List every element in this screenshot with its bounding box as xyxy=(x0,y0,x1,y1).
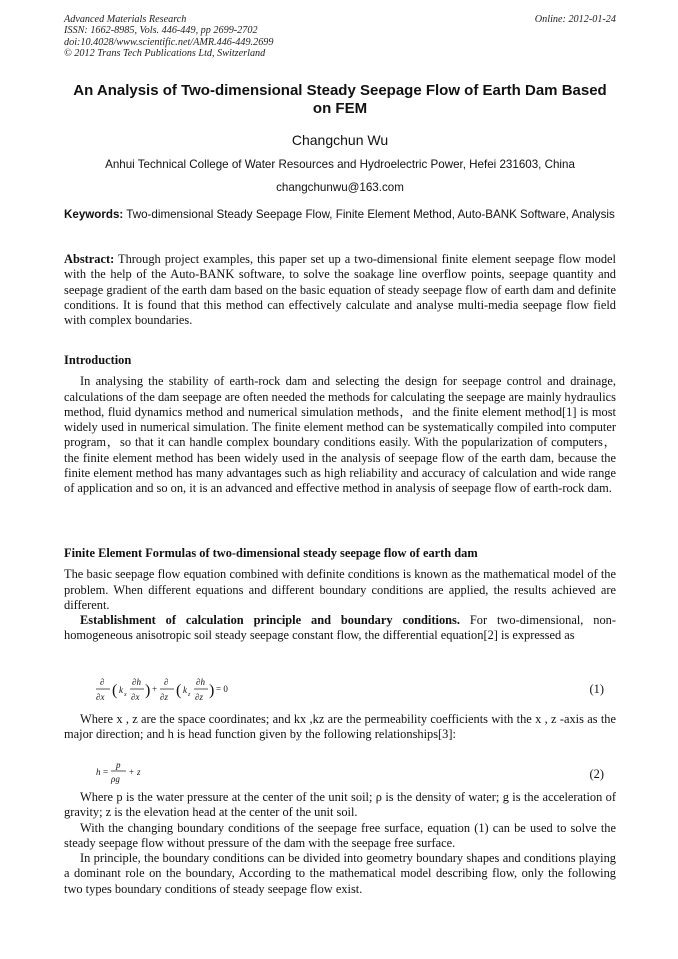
svg-text:k: k xyxy=(119,685,123,695)
equation-2 xyxy=(64,757,616,789)
fem-subheading: Establishment of calculation principle and boundary conditions. xyxy=(80,613,460,628)
online-date: Online: 2012-01-24 xyxy=(534,14,616,25)
fem-paragraph-6: In principle, the boundary conditions can be divided into geometry boundary shapes and conditions playing a dominant role on the boundary, According to the mathematical model describing flow, only the following two types boundary conditions of steady seepage flow exist. xyxy=(64,851,616,896)
affiliation: Anhui Technical College of Water Resources and Hydroelectric Power, Hefei 231603, China xyxy=(105,158,575,171)
keywords-label: Keywords: xyxy=(64,208,124,221)
issn-line: ISSN: 1662-8985, Vols. 446-449, pp 2699-2702 xyxy=(64,25,258,37)
fem-heading: Finite Element Formulas of two-dimensional steady seepage flow of earth dam xyxy=(64,546,478,560)
fem-paragraph-3: Where x , z are the space coordinates; and kx ,kz are the permeability coefficients with the x , z -axis as the major direction; and h is head function given by the following relationships[3]: xyxy=(64,712,616,742)
svg-text:(: ( xyxy=(112,682,118,699)
svg-text:∂z: ∂z xyxy=(195,692,203,702)
svg-text:∂x: ∂x xyxy=(96,692,105,702)
svg-text:): ) xyxy=(145,682,151,699)
introduction-paragraph: In analysing the stability of earth-rock dam and selecting the design for seepage control and drainage, calculations of the dam seepage are often needed the methods for calculating the seepage are mainly hydraulics method, fluid dynamics method and numerical simulation methods，and the finite element method[1] is most widely used in numerical simulation. The finite element method can be systematically compiled into computer program，so that it can handle complex boundary conditions easily. With the popularization of computers，the finite element method has been widely used in the analysis of seepage flow of the earth dam, because the finite element method has many advantages such as high reliability and accuracy of calculation and wide range of application and so on, it is an advanced and effective method in analysis of seepage flow of earth-rock dam. xyxy=(64,374,616,496)
keywords-text: Two-dimensional Steady Seepage Flow, Finite Element Method, Auto-BANK Software, Analysis xyxy=(123,208,615,221)
svg-text:= 0: = 0 xyxy=(216,684,228,694)
svg-text:h: h xyxy=(96,767,101,777)
svg-text:∂x: ∂x xyxy=(131,692,140,702)
svg-text:): ) xyxy=(209,682,215,699)
svg-text:+: + xyxy=(152,684,158,694)
journal-header xyxy=(64,14,616,59)
introduction-heading: Introduction xyxy=(64,353,132,367)
svg-text:k: k xyxy=(183,685,187,695)
svg-text:∂: ∂ xyxy=(164,677,169,687)
journal-name: Advanced Materials Research xyxy=(64,14,187,25)
fem-paragraph-5: With the changing boundary conditions of the seepage free surface, equation (1) can be used to solve the steady seepage flow without pressure of the dam with the seepage free surface. xyxy=(64,820,616,850)
abstract xyxy=(64,252,616,328)
svg-text:ρg: ρg xyxy=(111,774,120,784)
fem-paragraph-2-text: For two-dimensional, non-homogeneous anisotropic soil steady seepage constant flow, the differential equation[2] is expressed as xyxy=(64,613,616,643)
equation-2-number: (2) xyxy=(589,767,604,781)
copyright-line: © 2012 Trans Tech Publications Ltd, Switzerland xyxy=(64,47,266,59)
equation-2-formula xyxy=(94,757,184,789)
introduction-section xyxy=(64,353,616,497)
abstract-label: Abstract: xyxy=(64,252,115,266)
fem-paragraph-3-block xyxy=(64,712,616,743)
svg-text:∂h: ∂h xyxy=(196,677,205,687)
equation-1-formula xyxy=(94,672,254,712)
fem-paragraphs-4-6 xyxy=(64,790,616,897)
doi-line: doi:10.4028/www.scientific.net/AMR.446-449.2699 xyxy=(64,36,274,48)
svg-text:(: ( xyxy=(176,682,182,699)
author-name: Changchun Wu xyxy=(291,132,389,148)
keywords xyxy=(64,207,616,222)
svg-text:z: z xyxy=(137,767,141,777)
svg-text:z: z xyxy=(188,692,191,698)
equation-1 xyxy=(64,672,616,712)
svg-text:x: x xyxy=(124,692,127,698)
fem-paragraph-2 xyxy=(64,613,616,644)
svg-text:=: = xyxy=(103,767,109,777)
fem-paragraph-4: Where p is the water pressure at the center of the unit soil; ρ is the density of water; g is the acceleration of gravity; z is the elevation head at the center of the unit soil. xyxy=(64,790,616,820)
author-email: changchunwu@163.com xyxy=(276,181,404,194)
fem-section xyxy=(64,546,616,644)
svg-text:+: + xyxy=(129,767,135,777)
equation-1-number: (1) xyxy=(589,682,604,696)
abstract-text: Through project examples, this paper set up a two-dimensional finite element seepage flow model with the help of the Auto-BANK software, to solve the soakage line overflow points, seepage quantity and seepage gradient of the earth dam based on the basic equation of steady seepage flow of earth dam and definite conditions. It is found that this method can effectively calculate and analyse multi-media seepage flow field with complex boundaries. xyxy=(64,252,616,328)
svg-text:p: p xyxy=(116,760,121,770)
svg-text:∂h: ∂h xyxy=(132,677,141,687)
paper-title: An Analysis of Two-dimensional Steady Seepage Flow of Earth Dam Based on FEM xyxy=(73,82,607,117)
svg-text:∂z: ∂z xyxy=(160,692,168,702)
svg-text:∂: ∂ xyxy=(100,677,105,687)
fem-paragraph-1: The basic seepage flow equation combined with definite conditions is known as the mathematical model of the problem. When different equations and different boundary conditions are applied, the results achieved are different. xyxy=(64,567,616,612)
